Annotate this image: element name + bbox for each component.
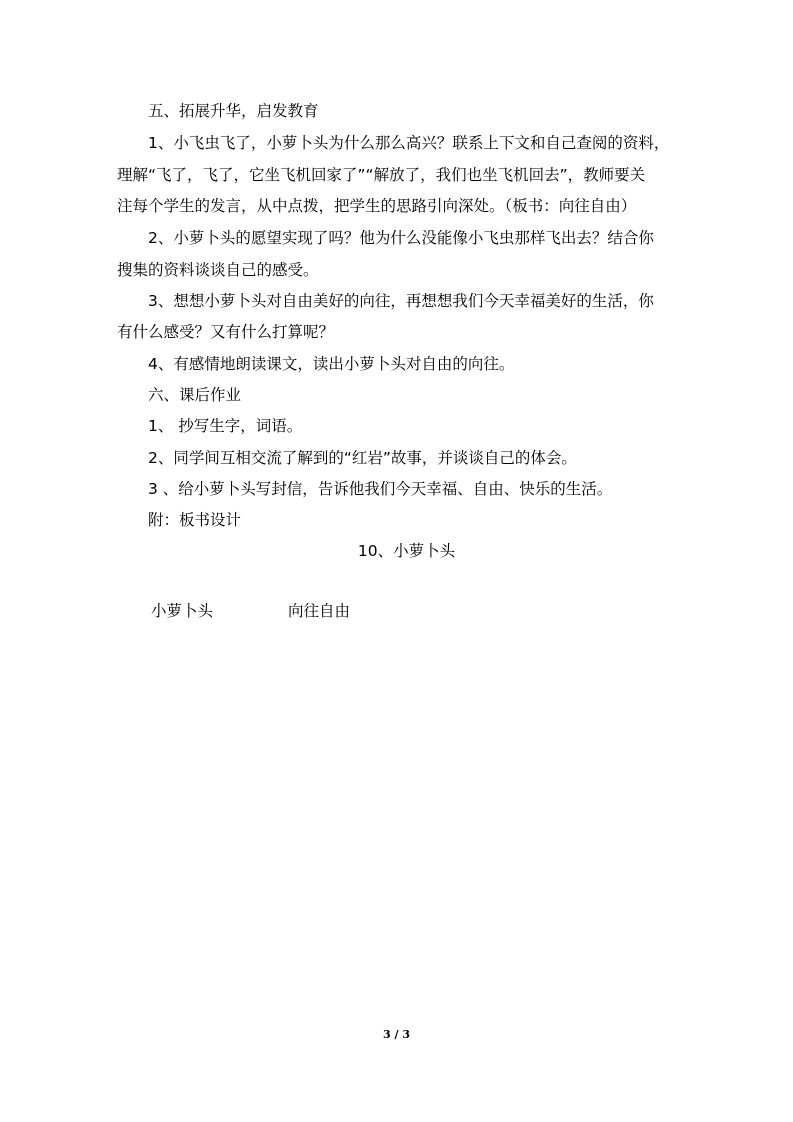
page-number: 3 / 3: [383, 1028, 410, 1041]
paragraph-line: 4、有感情地朗读课文，读出小萝卜头对自由的向往。: [148, 355, 515, 373]
homework-item: 1、 抄写生字，词语。: [148, 417, 303, 435]
homework-item: 2、同学间互相交流了解到的“红岩”故事，并谈谈自己的体会。: [148, 449, 577, 467]
paragraph-line: 注每个学生的发言，从中点拨，把学生的思路引向深处。（板书：向往自由）: [117, 197, 637, 215]
board-left-text: 小萝卜头: [151, 602, 214, 620]
paragraph-line: 1、小飞虫飞了，小萝卜头为什么那么高兴？联系上下文和自己查阅的资料，: [148, 134, 670, 152]
board-right-text: 向往自由: [288, 602, 351, 620]
paragraph-line: 理解“飞了，飞了，它坐飞机回家了”“解放了，我们也坐飞机回去”，教师要关: [117, 166, 646, 184]
paragraph-line: 3、想想小萝卜头对自由美好的向往，再想想我们今天幸福美好的生活，你: [148, 292, 654, 310]
section-heading-homework: 六、课后作业: [148, 386, 242, 404]
board-title: 10、小萝卜头: [357, 542, 456, 560]
homework-item: 3 、给小萝卜头写封信，告诉他我们今天幸福、自由、快乐的生活。: [148, 480, 613, 498]
paragraph-line: 有什么感受？又有什么打算呢？: [117, 323, 335, 341]
paragraph-line: 搜集的资料谈谈自己的感受。: [117, 261, 319, 279]
appendix-heading: 附：板书设计: [148, 511, 242, 529]
section-heading-extension: 五、拓展升华，启发教育: [148, 102, 319, 120]
paragraph-line: 2、小萝卜头的愿望实现了吗？他为什么没能像小飞虫那样飞出去？结合你: [148, 229, 654, 247]
